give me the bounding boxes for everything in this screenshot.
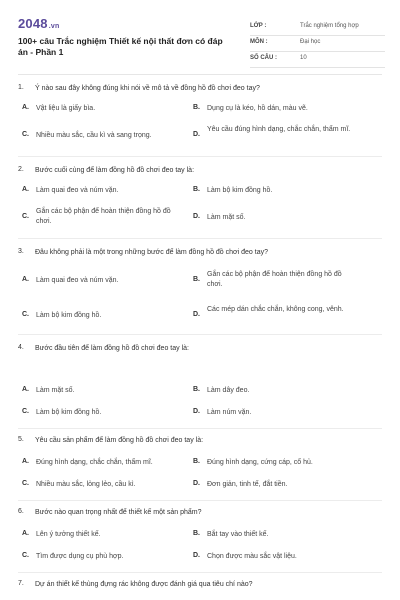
option-1b[interactable] [193,98,358,120]
option-letter: A. [22,276,29,283]
option-text: Tìm được dụng cụ phù hợp. [36,553,124,560]
option-6a[interactable] [22,524,187,546]
option-1c[interactable] [22,125,187,147]
option-1a[interactable] [22,98,187,120]
option-letter: B. [193,530,200,537]
option-1d[interactable] [193,125,358,147]
option-text: Bắt tay vào thiết kế. [207,531,269,538]
meta-row-count [250,52,385,68]
header-divider [18,74,382,75]
option-text: Làm núm vặn. [207,409,252,416]
header [18,8,382,70]
brand-suffix: .vn [48,23,60,30]
option-text: Làm mặt số. [36,387,75,394]
option-5b[interactable] [193,452,358,474]
question-text: Bước đầu tiên để làm đồng hồ đồ chơi đeo tay là: [35,345,189,352]
option-text: Vật liệu là giấy bìa. [36,105,96,112]
option-text: Đúng hình dạng, chắc chắn, thẩm mĩ. [36,459,153,466]
question-number: 6. [18,508,24,515]
option-letter: C. [22,131,29,138]
option-2c[interactable] [22,207,187,229]
question-text: Ý nào sau đây không đúng khi nói về mô tả về đồng hồ đồ chơi đeo tay? [35,85,260,92]
question-divider [18,428,382,429]
option-letter: B. [193,104,200,111]
option-letter: A. [22,186,29,193]
meta-value: Đại học [300,39,321,45]
option-letter: C. [22,213,29,220]
option-text: Yêu cầu đúng hình dạng, chắc chắn, thẩm mĩ. [207,126,351,133]
question-number: 4. [18,344,24,351]
option-letter: C. [22,408,29,415]
option-4d[interactable] [193,402,358,424]
meta-label: SỐ CÂU : [250,55,277,61]
option-letter: D. [193,480,200,487]
option-text: Làm bộ kim đồng hồ. [36,409,102,416]
option-letter: D. [193,408,200,415]
question-text: Yêu cầu sản phẩm để làm đồng hồ đồ chơi đeo tay là: [35,437,204,444]
question-divider [18,500,382,501]
option-text: Các mép dán chắc chắn, không cong, vênh. [207,306,344,313]
option-3b[interactable] [193,270,358,292]
option-letter: D. [193,311,200,318]
question-divider [18,156,382,157]
option-letter: B. [193,458,200,465]
brand-logo[interactable] [18,16,59,31]
option-text: Làm bộ kim đồng hồ. [207,187,273,194]
option-letter: D. [193,131,200,138]
option-letter: C. [22,552,29,559]
option-2a[interactable] [22,180,187,202]
option-text: Làm dây đeo. [207,387,250,394]
option-letter: D. [193,213,200,220]
option-text: Nhiều màu sắc, cầu kì và sang trọng. [36,132,152,139]
document-title: 100+ câu Trắc nghiệm Thiết kế nội thất đơn có đáp án - Phần 1 [18,36,223,57]
option-6b[interactable] [193,524,358,546]
brand-name: 2048 [18,16,48,31]
question-divider [18,334,382,335]
option-text: Làm bộ kim đồng hồ. [36,312,102,319]
meta-info [250,20,385,68]
option-3a[interactable] [22,270,187,292]
option-2d[interactable] [193,207,358,229]
option-text: Làm quai đeo và núm vặn. [36,187,119,194]
option-letter: A. [22,458,29,465]
option-letter: C. [22,311,29,318]
meta-value: 10 [300,55,307,61]
option-6c[interactable] [22,546,187,568]
option-letter: A. [22,386,29,393]
question-number: 2. [18,166,24,173]
option-5a[interactable] [22,452,187,474]
question-text: Bước nào quan trọng nhất để thiết kế một sản phẩm? [35,509,202,516]
option-letter: C. [22,480,29,487]
option-text: Làm mặt số. [207,214,246,221]
option-text: Làm quai đeo và núm vặn. [36,277,119,284]
option-3d[interactable] [193,305,358,327]
option-text: Đơn giản, tinh tế, đắt tiền. [207,481,288,488]
option-letter: B. [193,386,200,393]
option-text: Đúng hình dạng, cứng cáp, cổ hủ. [207,459,313,466]
option-5d[interactable] [193,474,358,496]
option-4c[interactable] [22,402,187,424]
question-number: 7. [18,580,24,587]
option-text: Chọn được màu sắc vật liệu. [207,553,297,560]
meta-row-subject [250,36,385,52]
option-4b[interactable] [193,380,358,402]
option-letter: D. [193,552,200,559]
meta-label: LỚP : [250,23,267,29]
question-text: Dự án thiết kế thùng đựng rác không được đánh giá qua tiêu chí nào? [35,581,253,588]
option-6d[interactable] [193,546,358,568]
option-letter: B. [193,186,200,193]
option-letter: A. [22,104,29,111]
option-text: Dụng cụ là kéo, hồ dán, màu vẽ. [207,105,308,112]
question-number: 5. [18,436,24,443]
option-2b[interactable] [193,180,358,202]
meta-row-class [250,20,385,36]
question-number: 1. [18,84,24,91]
option-text: Nhiều màu sắc, lỏng lẻo, cầu kì. [36,481,136,488]
option-letter: B. [193,276,200,283]
option-5c[interactable] [22,474,187,496]
option-text: Gắn các bộ phận để hoàn thiện đồng hồ đồ chơi. [36,208,171,225]
option-4a[interactable] [22,380,187,402]
question-text: Bước cuối cùng để làm đồng hồ đồ chơi đeo tay là: [35,167,195,174]
meta-label: MÔN : [250,39,268,45]
option-text: Lên ý tưởng thiết kế. [36,531,101,538]
question-divider [18,572,382,573]
option-3c[interactable] [22,305,187,327]
option-text: Gắn các bộ phận để hoàn thiện đồng hồ đồ chơi. [207,271,342,288]
meta-value: Trắc nghiệm tổng hợp [300,23,359,29]
question-text: Đâu không phải là một trong những bước để làm đồng hồ đồ chơi đeo tay? [35,249,268,256]
question-number: 3. [18,248,24,255]
option-letter: A. [22,530,29,537]
question-divider [18,238,382,239]
